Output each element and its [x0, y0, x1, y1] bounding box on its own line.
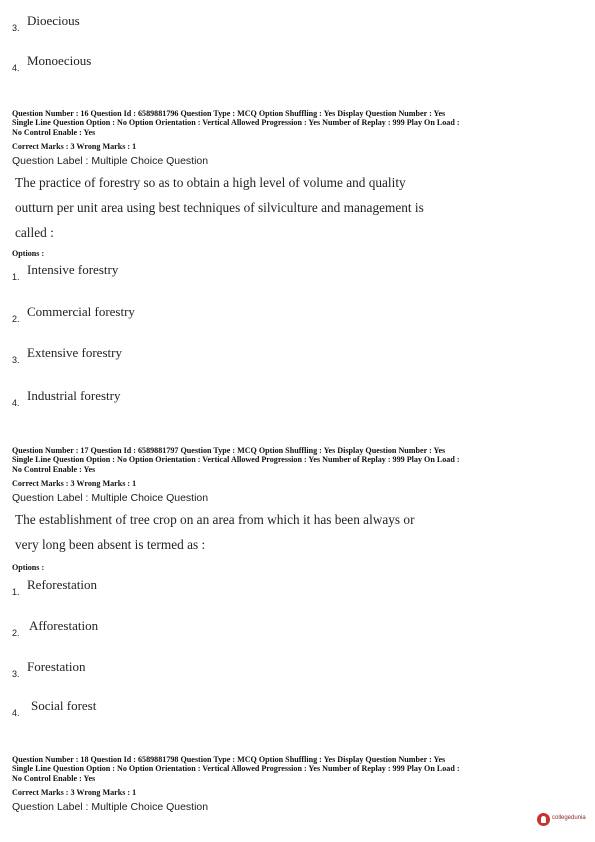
question-17-option-4 — [10, 698, 310, 724]
option-text: Extensive forestry — [27, 345, 122, 360]
option-text: Reforestation — [27, 577, 98, 592]
meta-line: Single Line Question Option : No Option Orientation : Vertical Allowed Progression : Yes Number of Replay : 999 Play On Load : — [12, 764, 460, 774]
question-17-marks: Correct Marks : 3 Wrong Marks : 1 — [12, 479, 137, 488]
option-text: Industrial forestry — [27, 388, 121, 403]
question-16-option-1 — [10, 262, 310, 288]
option-text: Commercial forestry — [27, 304, 135, 319]
question-18-marks: Correct Marks : 3 Wrong Marks : 1 — [12, 788, 137, 797]
question-17-option-1 — [10, 577, 310, 603]
question-17-text-line: very long been absent is termed as : — [15, 537, 206, 552]
option-number: 3. — [12, 355, 20, 365]
question-16-text-line: The practice of forestry so as to obtain a high level of volume and quality — [15, 175, 406, 190]
option-number: 4. — [12, 63, 20, 73]
meta-line: No Control Enable : Yes — [12, 127, 96, 137]
option-number: 4. — [12, 398, 20, 408]
question-16-meta — [12, 109, 582, 137]
option-number: 1. — [12, 587, 20, 597]
question-17-text-line: The establishment of tree crop on an area from which it has been always or — [15, 512, 415, 527]
option-number: 2. — [12, 314, 20, 324]
meta-line: Question Number : 17 Question Id : 6589881797 Question Type : MCQ Option Shuffling : Yes Display Question Number : Yes — [12, 446, 446, 455]
option-text: Social forest — [31, 698, 97, 713]
question-16-option-3 — [10, 345, 310, 371]
question-18-meta — [12, 755, 582, 783]
option-text: Monoecious — [27, 53, 92, 68]
question-16-option-4 — [10, 388, 310, 414]
meta-line: No Control Enable : Yes — [12, 464, 96, 474]
option-text: Intensive forestry — [27, 262, 119, 277]
option-number: 4. — [12, 708, 20, 718]
question-16-options-heading: Options : — [12, 249, 45, 258]
option-text: Forestation — [27, 659, 86, 674]
option-3 — [10, 13, 310, 39]
option-number: 3. — [12, 23, 20, 33]
option-4 — [10, 53, 310, 79]
question-17-options-heading: Options : — [12, 563, 45, 572]
logo-text: collegedunia — [552, 815, 586, 821]
option-number: 1. — [12, 272, 20, 282]
question-18-label: Question Label : Multiple Choice Question — [12, 801, 209, 813]
option-number: 3. — [12, 669, 20, 679]
question-17-option-2 — [10, 618, 310, 644]
option-text: Dioecious — [27, 13, 80, 28]
meta-line: No Control Enable : Yes — [12, 773, 96, 783]
question-16-marks: Correct Marks : 3 Wrong Marks : 1 — [12, 142, 137, 151]
meta-line: Single Line Question Option : No Option Orientation : Vertical Allowed Progression : Yes Number of Replay : 999 Play On Load : — [12, 455, 460, 465]
question-17-meta — [12, 446, 582, 474]
question-17-label: Question Label : Multiple Choice Question — [12, 492, 209, 504]
collegedunia-logo-icon — [537, 813, 550, 826]
question-16-text-line: outturn per unit area using best techniques of silviculture and management is — [15, 200, 424, 215]
question-16-text-line: called : — [15, 225, 54, 240]
collegedunia-logo — [537, 811, 589, 829]
question-16-option-2 — [10, 304, 310, 330]
meta-line: Question Number : 16 Question Id : 6589881796 Question Type : MCQ Option Shuffling : Yes Display Question Number : Yes — [12, 109, 446, 118]
meta-line: Question Number : 18 Question Id : 6589881798 Question Type : MCQ Option Shuffling : Yes Display Question Number : Yes — [12, 755, 446, 764]
meta-line: Single Line Question Option : No Option Orientation : Vertical Allowed Progression : Yes Number of Replay : 999 Play On Load : — [12, 118, 460, 128]
question-17-option-3 — [10, 659, 310, 685]
option-text: Afforestation — [29, 618, 99, 633]
option-number: 2. — [12, 628, 20, 638]
question-16-label: Question Label : Multiple Choice Question — [12, 155, 209, 167]
